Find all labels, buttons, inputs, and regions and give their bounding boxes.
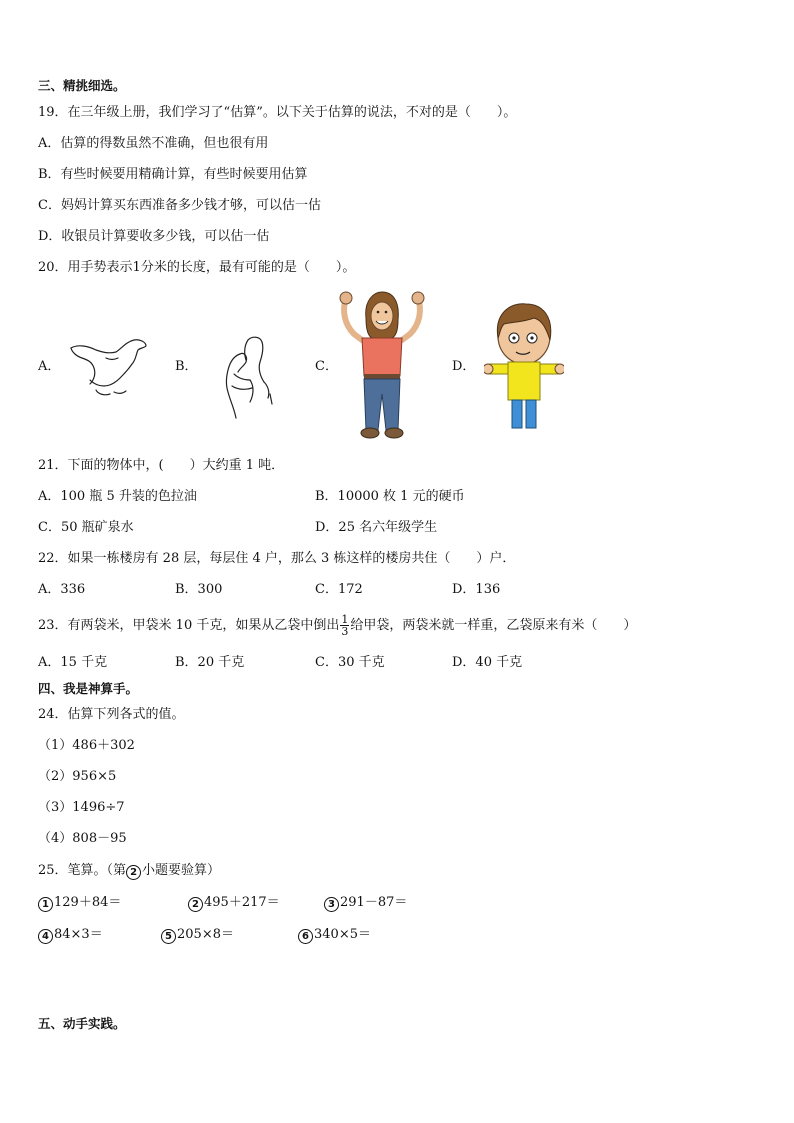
section-4-title: 四、我是神算手。	[38, 681, 139, 696]
circled-number-2: 2	[126, 865, 141, 880]
circled-number: 4	[38, 929, 53, 944]
q24-item-1: （1）486＋302	[38, 738, 135, 753]
q23-text-before: 23．有两袋米，甲袋米 10 千克，如果从乙袋中倒出	[38, 618, 340, 633]
q25-expr: 291－87＝	[340, 895, 408, 910]
q25-text-before: 25．笔算。（第	[38, 863, 127, 878]
arms-raised-girl-icon	[334, 290, 430, 442]
q23-option-b: B．20 千克	[175, 655, 245, 670]
q25-expr: 84×3＝	[54, 927, 103, 942]
q21-option-d: D．25 名六年级学生	[315, 520, 438, 535]
section-5-title: 五、动手实践。	[38, 1016, 126, 1031]
q23-option-d: D．40 千克	[452, 655, 523, 670]
q25-expr: 205×8＝	[177, 927, 234, 942]
q19-option-b: B．有些时候要用精确计算，有些时候要用估算	[38, 167, 308, 182]
question-22: 22．如果一栋楼房有 28 层，每层住 4 户，那么 3 栋这样的楼房共住（ ）户．	[38, 551, 516, 566]
q25-item-3	[324, 894, 407, 912]
question-20: 20．用手势表示1分米的长度，最有可能的是（ ）。	[38, 260, 356, 275]
q24-item-4: （4）808－95	[38, 831, 127, 846]
q23-option-a: A．15 千克	[38, 655, 108, 670]
circled-number: 5	[161, 929, 176, 944]
circled-number: 1	[38, 897, 53, 912]
q23-fraction	[340, 614, 349, 637]
q22-option-d: D．136	[452, 582, 501, 597]
q19-option-c: C．妈妈计算买东西准备多少钱才够，可以估一估	[38, 198, 321, 213]
section-3-title: 三、精挑细选。	[38, 78, 126, 93]
q22-option-b: B．300	[175, 582, 223, 597]
q19-option-a: A．估算的得数虽然不准确，但也很有用	[38, 136, 269, 151]
circled-number: 3	[324, 897, 339, 912]
circled-number: 6	[298, 929, 313, 944]
q25-item-6	[298, 926, 371, 944]
q25-item-4	[38, 926, 103, 944]
fraction-denominator: 3	[341, 625, 349, 638]
question-25	[38, 862, 220, 880]
q25-expr: 495＋217＝	[204, 895, 280, 910]
q25-item-2	[188, 894, 280, 912]
q21-option-a: A．100 瓶 5 升装的色拉油	[38, 489, 197, 504]
q23-text-after: 给甲袋，两袋米就一样重，乙袋原来有米（ ）	[350, 618, 637, 633]
q23-option-c: C．30 千克	[315, 655, 385, 670]
q22-option-c: C．172	[315, 582, 363, 597]
q20-label-b: B．	[175, 359, 198, 374]
q25-item-1	[38, 894, 121, 912]
q25-expr: 340×5＝	[314, 927, 371, 942]
q25-text-after: 小题要验算）	[142, 863, 221, 878]
question-23	[38, 614, 636, 637]
q24-item-3: （3）1496÷7	[38, 800, 125, 815]
question-24: 24．估算下列各式的值。	[38, 707, 185, 722]
q20-label-c: C．	[315, 359, 338, 374]
fingers-pinch-gesture-icon	[210, 334, 280, 420]
question-21: 21．下面的物体中，( ）大约重 1 吨．	[38, 458, 285, 473]
circled-number: 2	[188, 897, 203, 912]
fraction-numerator: 1	[341, 613, 349, 626]
question-19: 19．在三年级上册，我们学习了“估算”。以下关于估算的说法，不对的是（ ）。	[38, 105, 517, 120]
q22-option-a: A．336	[38, 582, 86, 597]
q25-expr: 129＋84＝	[54, 895, 122, 910]
q21-option-b: B．10000 枚 1 元的硬币	[315, 489, 465, 504]
q19-option-d: D．收银员计算要收多少钱，可以估一估	[38, 229, 270, 244]
hand-spread-gesture-icon	[66, 334, 152, 398]
q25-item-5	[161, 926, 234, 944]
arms-outstretched-boy-icon	[484, 300, 564, 430]
q24-item-2: （2）956×5	[38, 769, 117, 784]
q20-label-a: A．	[38, 359, 61, 374]
q21-option-c: C．50 瓶矿泉水	[38, 520, 134, 535]
q20-label-d: D．	[452, 359, 476, 374]
